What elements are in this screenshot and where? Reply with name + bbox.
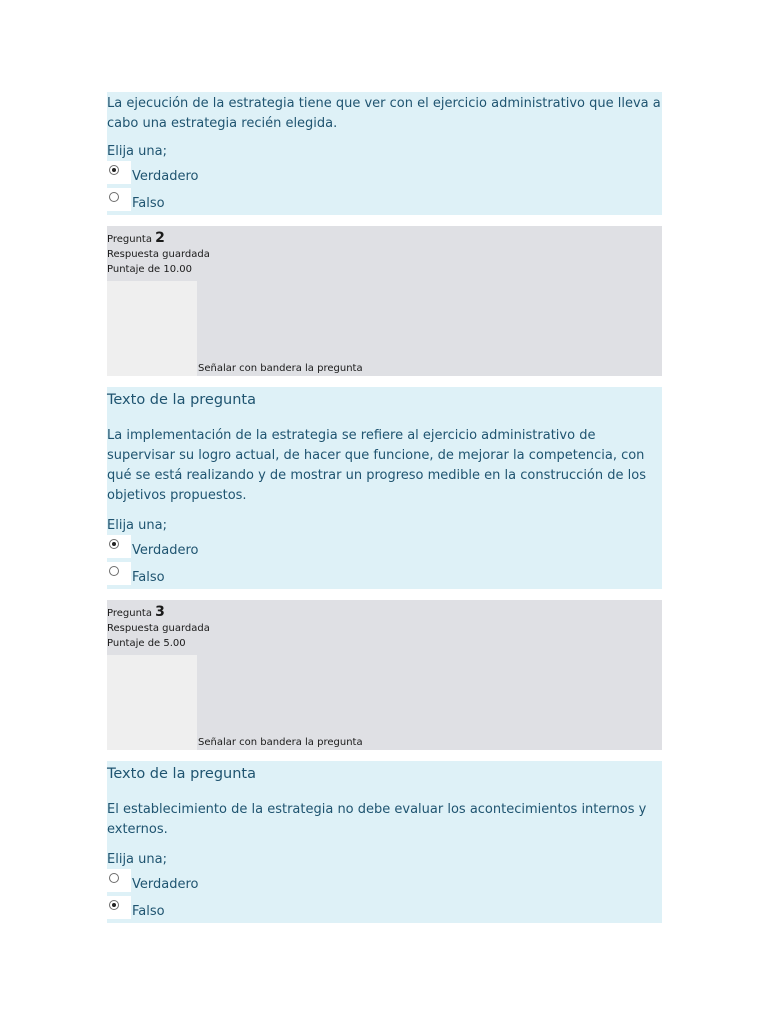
question-2-heading: Texto de la pregunta — [107, 392, 256, 408]
question-1-content — [107, 92, 662, 215]
question-2-content — [107, 387, 662, 589]
option-label: Falso — [132, 904, 165, 919]
radio-icon[interactable] — [109, 900, 119, 910]
question-3-info — [107, 600, 662, 750]
question-1-option-true[interactable] — [107, 161, 662, 188]
question-number: Pregunta 3 — [107, 604, 165, 620]
question-status: Respuesta guardada — [107, 623, 210, 634]
option-label: Verdadero — [132, 169, 199, 184]
question-3-option-true[interactable] — [107, 869, 662, 896]
question-3-heading: Texto de la pregunta — [107, 766, 256, 782]
question-1-choose-label: Elija una; — [107, 144, 167, 159]
question-score: Puntaje de 10.00 — [107, 264, 192, 275]
question-number: Pregunta 2 — [107, 230, 165, 246]
question-3-text: El establecimiento de la estrategia no debe evaluar los acontecimientos internos y externos. — [107, 802, 647, 837]
radio-icon[interactable] — [109, 566, 119, 576]
question-2-info — [107, 226, 662, 376]
question-2-text: La implementación de la estrategia se refiere al ejercicio administrativo de supervisar su logro actual, de hacer que funcione, de mejorar la competencia, con qué se está realizando y de mostrar un progreso medible en la construcción de los objetivos propuestos. — [107, 428, 646, 503]
flag-question-link[interactable]: Señalar con bandera la pregunta — [198, 363, 363, 374]
option-label: Verdadero — [132, 543, 199, 558]
question-3-choose-label: Elija una; — [107, 852, 167, 867]
question-1-text: La ejecución de la estrategia tiene que ver con el ejercicio administrativo que lleva a cabo una estrategia recién elegida. — [107, 96, 661, 131]
quiz-page — [107, 92, 662, 923]
flag-box[interactable] — [107, 281, 197, 376]
question-2-choose-label: Elija una; — [107, 518, 167, 533]
flag-box[interactable] — [107, 655, 197, 750]
radio-icon[interactable] — [109, 539, 119, 549]
question-3-content — [107, 761, 662, 923]
question-2-option-false[interactable] — [107, 562, 662, 589]
radio-icon[interactable] — [109, 192, 119, 202]
question-2-option-true[interactable] — [107, 535, 662, 562]
option-label: Falso — [132, 196, 165, 211]
question-score: Puntaje de 5.00 — [107, 638, 186, 649]
question-1-option-false[interactable] — [107, 188, 662, 215]
option-label: Verdadero — [132, 877, 199, 892]
question-3-option-false[interactable] — [107, 896, 662, 923]
option-label: Falso — [132, 570, 165, 585]
question-status: Respuesta guardada — [107, 249, 210, 260]
radio-icon[interactable] — [109, 165, 119, 175]
flag-question-link[interactable]: Señalar con bandera la pregunta — [198, 737, 363, 748]
radio-icon[interactable] — [109, 873, 119, 883]
